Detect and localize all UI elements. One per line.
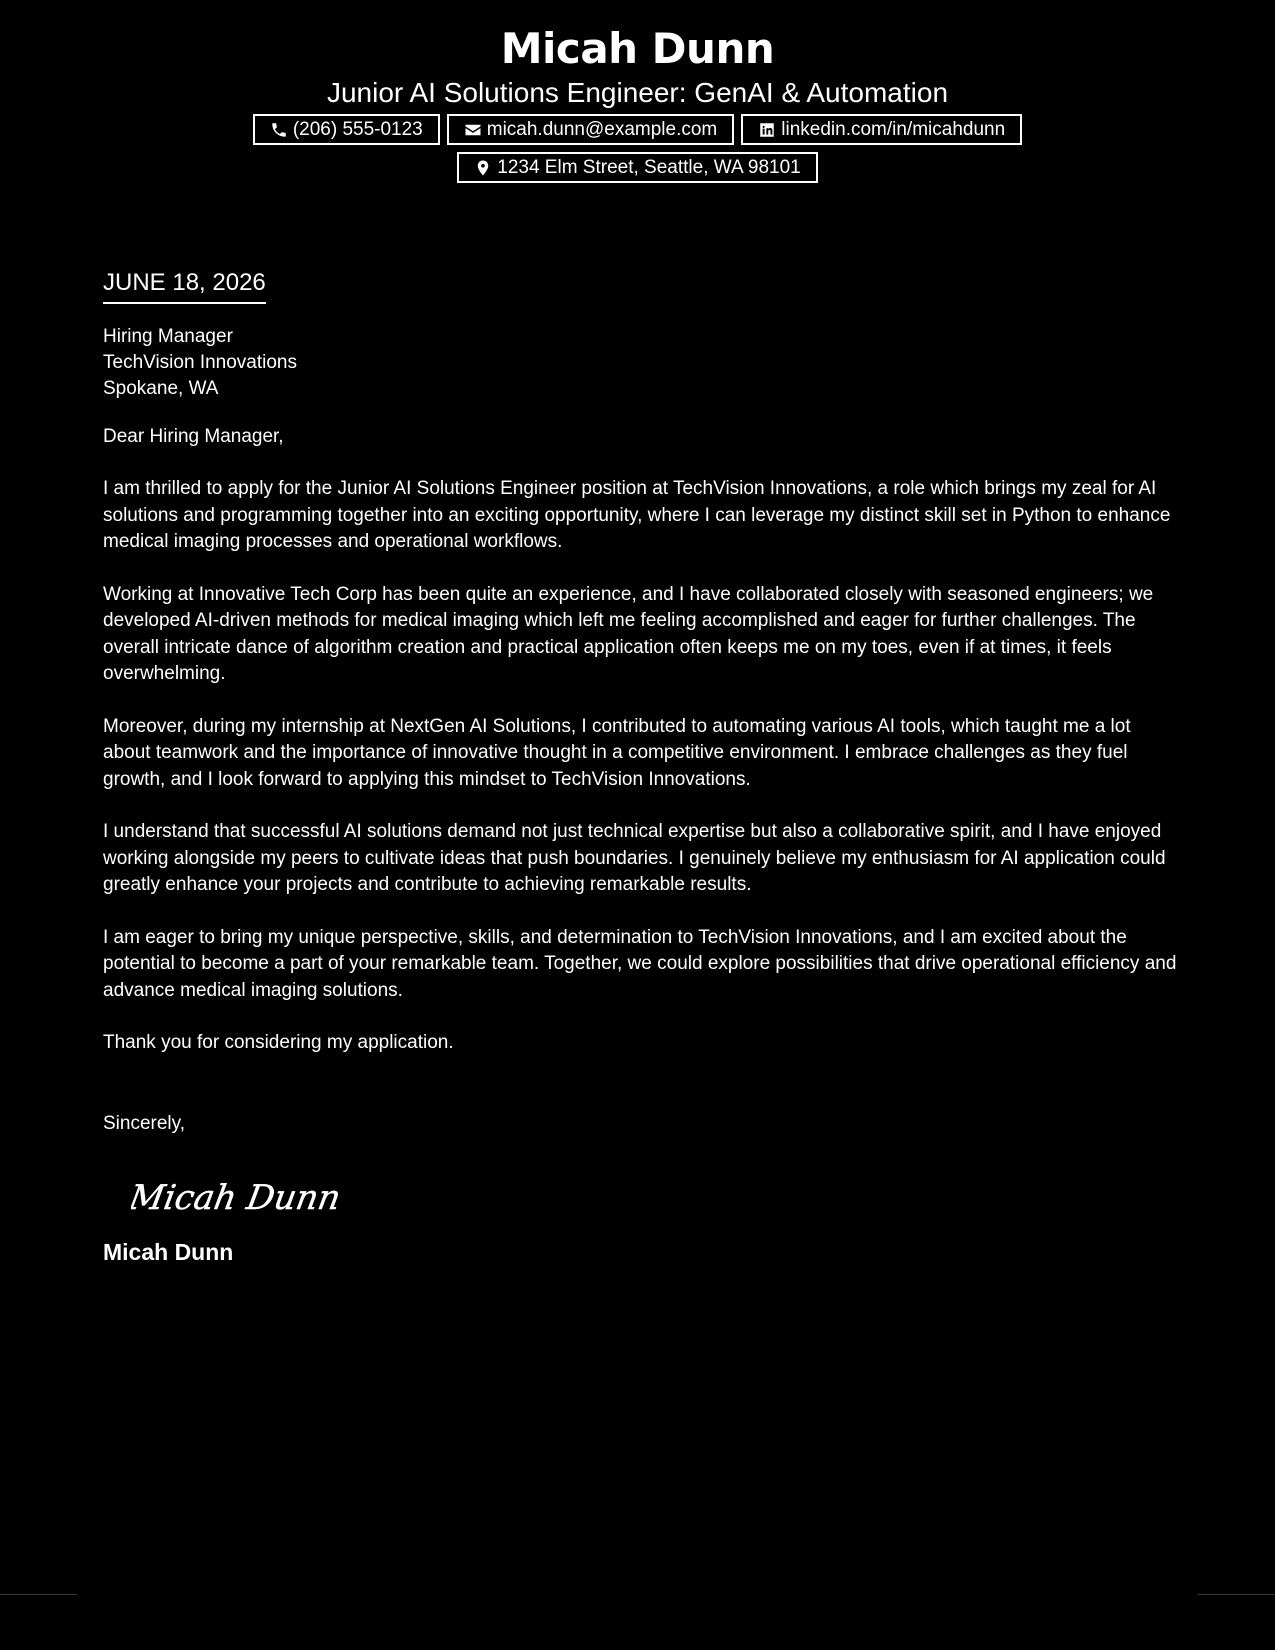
contact-email[interactable] bbox=[447, 114, 735, 145]
handwritten-signature bbox=[131, 1167, 391, 1227]
body-paragraph: Thank you for considering my application. bbox=[103, 1032, 454, 1053]
signer-name: Micah Dunn bbox=[103, 1238, 234, 1265]
footer-divider-left bbox=[0, 1594, 77, 1595]
contact-phone[interactable] bbox=[253, 114, 440, 145]
letter-date: JUNE 18, 2026 bbox=[103, 266, 266, 304]
map-marker-icon bbox=[474, 159, 492, 177]
recipient-block bbox=[103, 324, 1178, 402]
contact-email-text: micah.dunn@example.com bbox=[486, 119, 718, 140]
linkedin-icon bbox=[758, 121, 776, 139]
contact-address-text: 1234 Elm Street, Seattle, WA 98101 bbox=[497, 157, 801, 178]
salutation: Dear Hiring Manager, bbox=[103, 426, 284, 447]
closing: Sincerely, bbox=[103, 1112, 186, 1134]
letter-header bbox=[0, 22, 1275, 183]
body-paragraph: Moreover, during my internship at NextGen AI Solutions, I contributed to automating various AI tools, which taught me a lot about teamwork and the importance of innovative thought in a competitive environment. I embrace challenges as they fuel growth, and I look forward to applying this mindset to TechVision Innovations. bbox=[103, 715, 1131, 790]
contact-row-secondary bbox=[0, 152, 1275, 183]
body-paragraph: Working at Innovative Tech Corp has been quite an experience, and I have collaborated closely with seasoned engineers; we developed AI-driven methods for medical imaging which left me feeling accomplished and eager for further challenges. The overall intricate dance of algorithm creation and practical application often keeps me on my toes, even if at times, it feels overwhelming. bbox=[103, 583, 1154, 684]
contact-row-primary bbox=[0, 114, 1275, 145]
recipient-line: TechVision Innovations bbox=[103, 352, 297, 373]
contact-address bbox=[457, 152, 817, 183]
body-paragraph: I understand that successful AI solutions demand not just technical expertise but also a collaborative spirit, and I have enjoyed working alongside my peers to cultivate ideas that push boundaries. I genuinely believe my enthusiasm for AI application could greatly enhance your projects and contribute to achieving remarkable results. bbox=[103, 821, 1166, 895]
applicant-title: Junior AI Solutions Engineer: GenAI & Automation bbox=[326, 77, 949, 108]
applicant-name: Micah Dunn bbox=[500, 24, 775, 73]
footer-divider-right bbox=[1198, 1594, 1275, 1595]
contact-phone-text: (206) 555-0123 bbox=[292, 119, 423, 140]
letter-body bbox=[103, 266, 1178, 1267]
contact-linkedin[interactable] bbox=[741, 114, 1022, 145]
body-paragraph: I am eager to bring my unique perspective, skills, and determination to TechVision Innovations, and I am excited about the potential to become a part of your remarkable team. Together, we could explore possibilities that drive operational efficiency and advance medical imaging solutions. bbox=[103, 926, 1177, 1001]
body-paragraph: I am thrilled to apply for the Junior AI Solutions Engineer position at TechVision Innovations, a role which brings my zeal for AI solutions and programming together into an exciting opportunity, where I can leverage my distinct skill set in Python to enhance medical imaging processes and operational workflows. bbox=[103, 478, 1171, 552]
recipient-line: Spokane, WA bbox=[103, 378, 219, 399]
phone-icon bbox=[270, 121, 288, 139]
recipient-line: Hiring Manager bbox=[103, 326, 233, 347]
svg-text:Micah Dunn: Micah Dunn bbox=[131, 1177, 344, 1218]
contact-linkedin-text: linkedin.com/in/micahdunn bbox=[781, 119, 1006, 140]
envelope-icon bbox=[464, 121, 482, 139]
